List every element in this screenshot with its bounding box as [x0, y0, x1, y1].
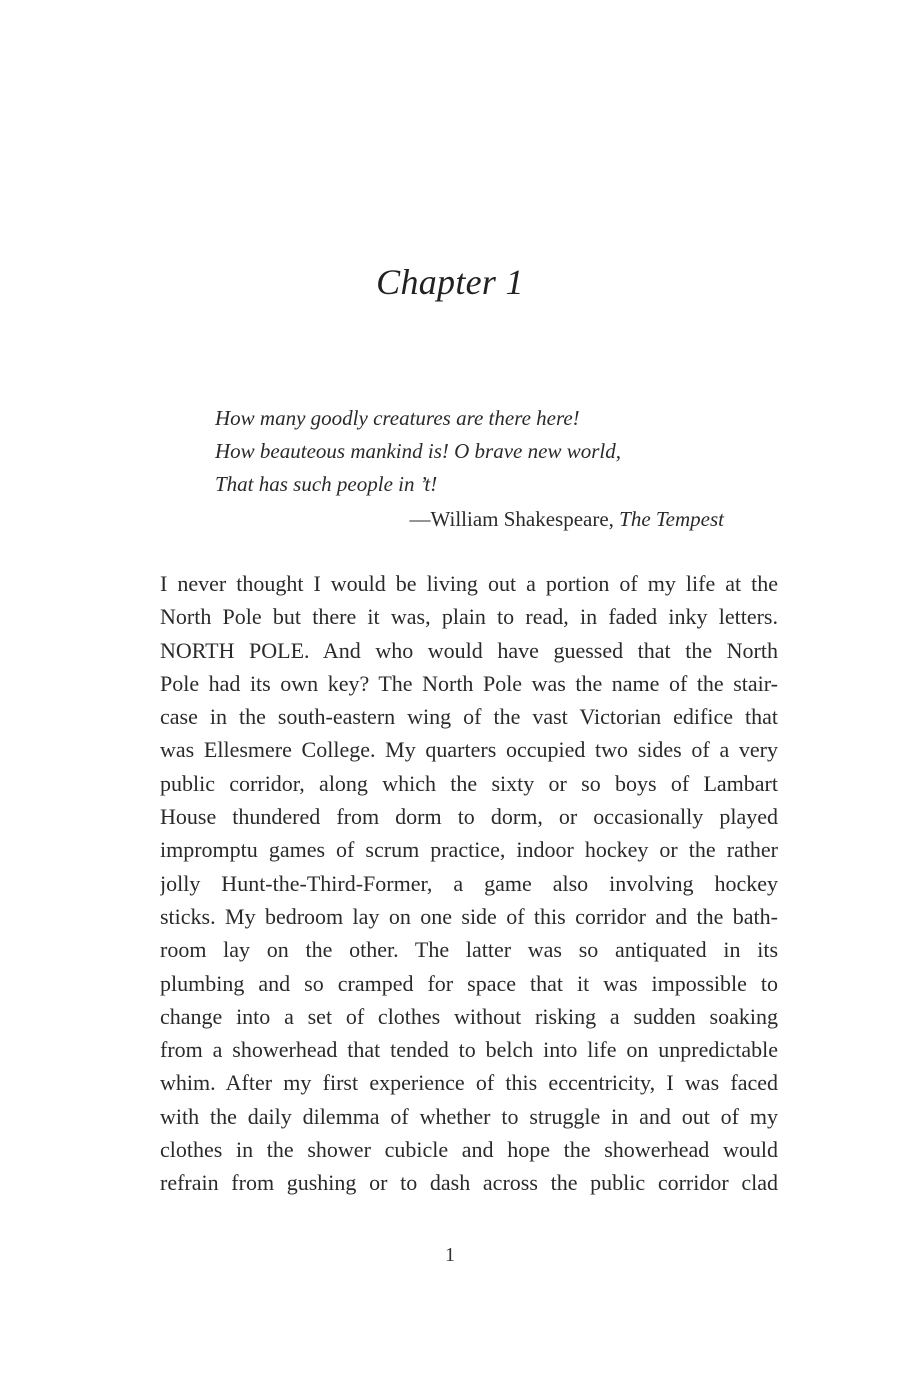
body-text — [160, 567, 778, 1200]
body-line: room lay on the other. The latter was so antiquated in its — [160, 937, 778, 963]
body-line: sticks. My bedroom lay on one side of this corridor and the bath- — [160, 903, 778, 929]
body-line: impromptu games of scrum practice, indoor hockey or the rather — [160, 837, 778, 863]
body-line: with the daily dilemma of whether to struggle in and out of my — [160, 1103, 778, 1129]
epigraph-line: How many goodly creatures are there here! — [215, 406, 580, 430]
epigraph-attribution — [410, 503, 725, 536]
body-line: change into a set of clothes without risking a sudden soaking — [160, 1003, 778, 1029]
attribution-author: —William Shakespeare, — [409, 507, 620, 531]
epigraph-line: How beauteous mankind is! O brave new world, — [215, 439, 621, 463]
body-line: clothes in the shower cubicle and hope the showerhead would — [160, 1137, 778, 1163]
epigraph — [215, 402, 735, 501]
body-line: NORTH POLE. And who would have guessed that the North — [160, 637, 778, 663]
body-line: North Pole but there it was, plain to read, in faded inky letters. — [160, 604, 778, 630]
body-line: Pole had its own key? The North Pole was the name of the stair- — [160, 670, 778, 696]
body-line: public corridor, along which the sixty or so boys of Lambart — [160, 770, 778, 796]
body-line: from a showerhead that tended to belch into life on unpredictable — [160, 1037, 778, 1063]
body-line: plumbing and so cramped for space that it was impossible to — [160, 970, 778, 996]
body-line: whim. After my first experience of this eccentricity, I was faced — [160, 1070, 778, 1096]
epigraph-line: That has such people in ’t! — [215, 472, 438, 496]
body-line: case in the south-eastern wing of the vast Victorian edifice that — [160, 704, 778, 730]
attribution-work-title: The Tempest — [619, 507, 724, 531]
body-line: House thundered from dorm to dorm, or occasionally played — [160, 804, 778, 830]
body-line: refrain from gushing or to dash across the public corridor clad — [160, 1170, 778, 1196]
chapter-title: Chapter 1 — [376, 262, 524, 302]
body-line: jolly Hunt-the-Third-Former, a game also involving hockey — [160, 870, 778, 896]
body-line: I never thought I would be living out a portion of my life at the — [160, 571, 778, 596]
body-line: was Ellesmere College. My quarters occupied two sides of a very — [160, 737, 778, 763]
page-number: 1 — [445, 1244, 455, 1266]
